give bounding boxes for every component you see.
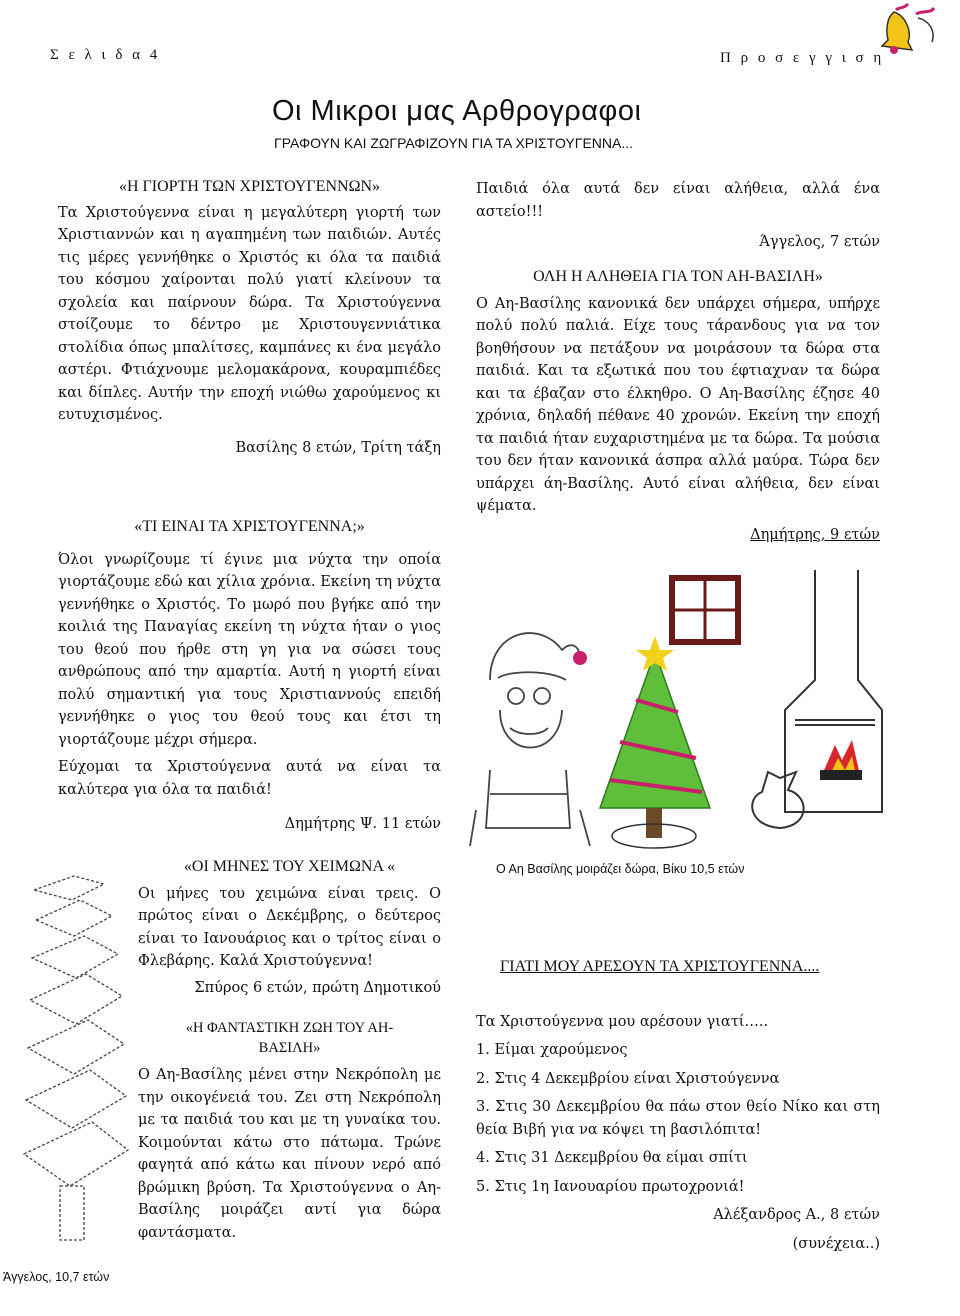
article-author: Αλέξανδρος Α., 8 ετών <box>713 1207 880 1223</box>
article-body: Παιδιά όλα αυτά δεν είναι αλήθεια, αλλά ένα αστείο!!! <box>476 181 880 220</box>
article-author: Δημήτρης Ψ. 11 ετών <box>284 816 441 832</box>
sack-drawing <box>752 772 803 828</box>
article-heading: «ΤΙ ΕΙΝΑΙ ΤΑ ΧΡΙΣΤΟΥΓΕΝΝΑ;» <box>134 518 365 535</box>
article-body: Ο Αη-Βασίλης μένει στην Νεκρόπολη με την οικογένειά του. Ζει στη Νεκρόπολη με τα παιδιά του και με τη γυναίκα του. Κοιμούνται κάτω στο πάτωμα. Τρώνε φαγητά από κάτω και πίνουν νερό από βρώμικη βρύση. Τα Χριστούγεννα ο Αη-Βασίλης μοιράζει αντί για δώρα φαντάσματα. <box>138 1067 441 1241</box>
santa-figure-drawing <box>470 633 590 846</box>
author-underlined: Δημήτρης, 9 ετών <box>750 526 880 543</box>
feature-title: Οι Μικροι μας Αρθρογραφοι <box>272 95 642 127</box>
heading-text: ΓΙΑΤΙ ΜΟΥ ΑΡΕΣΟΥΝ ΤΑ ΧΡΙΣΤΟΥΓΕΝΝΑ.... <box>500 958 820 975</box>
list-item: 2. Στις 4 Δεκεμβρίου είναι Χριστούγεννα <box>476 1070 780 1087</box>
article-body: Τα Χριστούγεννα είναι η μεγαλύτερη γιορτή των Χριστιαννών και η αγαπημένη των παιδιών. Αυτές τις μέρες γεννήθηκε ο Χριστός κι όλα τα παιδιά του κόσμου χαίρονται πολύ γιατί κλείνουν τα σχολεία και παίρνουν δώρα. Τα Χριστούγεννα στοίζουμε το δέντρο με Χριστουγεννιάτικα στολίδια όπως μπαλίτσες, καμπάνες κι ένα μεγάλο αστέρι. Φτιάχνουμε μελομακάρονα, κουραμπιέδες και δίπλες. Αυτήν την εποχή νιώθω χαρούμενος κι ευτυχισμένος. <box>58 204 441 423</box>
article-heading: «Η ΓΙΟΡΤΗ ΤΩΝ ΧΡΙΣΤΟΥΓΕΝΝΩΝ» <box>118 178 381 195</box>
article-heading: ΟΛΗ Η ΑΛΗΘΕΙΑ ΓΙΑ ΤΟΝ ΑΗ-ΒΑΣΙΛΗ» <box>533 268 823 285</box>
tree-drawing <box>14 870 134 1260</box>
article-ti-einai <box>58 516 441 836</box>
article-body: Οι μήνες του χειμώνα είναι τρεις. Ο πρώτος είναι ο Δεκέμβρης, ο δεύτερος είναι το Ιανουάριος και ο τρίτος είναι ο Φλεβάρης. Καλά Χριστούγεννα! <box>138 885 441 969</box>
article-olh-alitheia <box>476 266 880 546</box>
feature-subtitle: ΓΡΑΦΟΥΝ ΚΑΙ ΖΩΓΡΑΦΙΖΟΥΝ ΓΙΑ ΤΑ ΧΡΙΣΤΟΥΓΕΝΝΑ... <box>274 135 634 151</box>
article-author: Άγγελος, 7 ετών <box>759 234 880 250</box>
article-author: Σπύρος 6 ετών, πρώτη Δημοτικού <box>194 979 441 996</box>
article-wish: Εύχομαι τα Χριστούγεννα αυτά να είναι τα καλύτερα για όλα τα παιδιά! <box>58 759 441 798</box>
list-item: 1. Είμαι χαρούμενος <box>476 1042 628 1058</box>
santa-caption: Ο Αη Βασίλης μοιράζει δώρα, Βίκυ 10,5 ετών <box>496 862 745 876</box>
article-author: Βασίλης 8 ετών, Τρίτη τάξη <box>235 439 441 456</box>
article-asteio <box>476 178 880 254</box>
window-drawing <box>672 578 738 642</box>
christmas-tree-drawing <box>600 636 710 848</box>
bell-icon <box>872 2 944 58</box>
article-heading: «Η ΦΑΝΤΑΣΤΙΚΗ ΖΩΗ ΤΟΥ ΑΗ- <box>185 1020 394 1036</box>
list-item: 5. Στις 1η Ιανουαρίου πρωτοχρονιά! <box>476 1178 745 1195</box>
article-heading: «ΟΙ ΜΗΝΕΣ ΤΟΥ ΧΕΙΜΩΝΑ « <box>183 858 396 875</box>
article-heading-cont: ΒΑΣΙΛΗ» <box>258 1040 321 1056</box>
continued-note: (συνέχεια..) <box>792 1235 880 1252</box>
article-body: Ο Αη-Βασίλης κανονικά δεν υπάρχει σήμερα, υπήρχε πολύ πολύ παλιά. Είχε τους τάρανδους για να τον βοηθήσουν να πετάξουν να μοιράσουν τα δώρα στα παιδιά. Και τα εξωτικά που του έφτιαχναν τα δώρα και τα έβαζαν στο έλκηθρο. Ο Αη-Βασίλης έζησε 40 χρόνια, δηλαδή πέθανε 40 χρονών. Εκείνη την εποχή τα παιδιά ήταν ευχαριστημένα με τα δώρα. Τα μούσια του δεν ήταν κανονικά άσπρα αλλά μαύρα. Τώρα δεν υπάρχει άη-Βασίλης. Αυτό είναι αλήθεια, δεν είναι ψέματα. <box>476 295 880 514</box>
newsletter-name: Π ρ ο σ ε γ γ ι σ η <box>720 50 885 66</box>
fireplace-drawing <box>785 570 882 812</box>
tree-caption: Άγγελος, 10,7 ετών <box>3 1270 110 1284</box>
article-giorti <box>58 176 441 459</box>
list-item: 3. Στις 30 Δεκεμβρίου θα πάω στον θείο Νίκο και στη θεία Βιβή για να κόψει τη βασιλόπιτα! <box>476 1099 880 1138</box>
article-heading <box>500 956 880 979</box>
article-intro: Τα Χριστούγεννα μου αρέσουν γιατί….. <box>476 1013 769 1030</box>
article-fantastiki <box>138 1018 441 1244</box>
article-author <box>476 524 880 547</box>
article-body: Όλοι γνωρίζουμε τί έγινε μια νύχτα την οποία γιορτάζουμε εδώ και χίλια χρόνια. Εκείνη τη νύχτα γεννήθηκε ο Χριστός. Το μωρό που βγήκε από την κοιλιά της Παναγίας εκείνη τη νύχτα ήταν ο γιος του θεού που ήρθε στη γη για να σώσει τους ανθρώπους από την αμαρτία. Αυτή η γιορτή είναι πολύ σημαντική για τους Χριστιαννούς επειδή γεννήθηκε ο γιος του θεού τους και έτσι τη γιορτάζουμε μέχρι σήμερα. <box>58 551 441 748</box>
santa-drawing <box>450 570 890 855</box>
article-giati <box>476 956 880 1255</box>
list-item: 4. Στις 31 Δεκεμβρίου θα είμαι σπίτι <box>476 1150 748 1166</box>
article-mines <box>138 856 441 999</box>
page-label: Σ ε λ ι δ α 4 <box>50 47 161 63</box>
